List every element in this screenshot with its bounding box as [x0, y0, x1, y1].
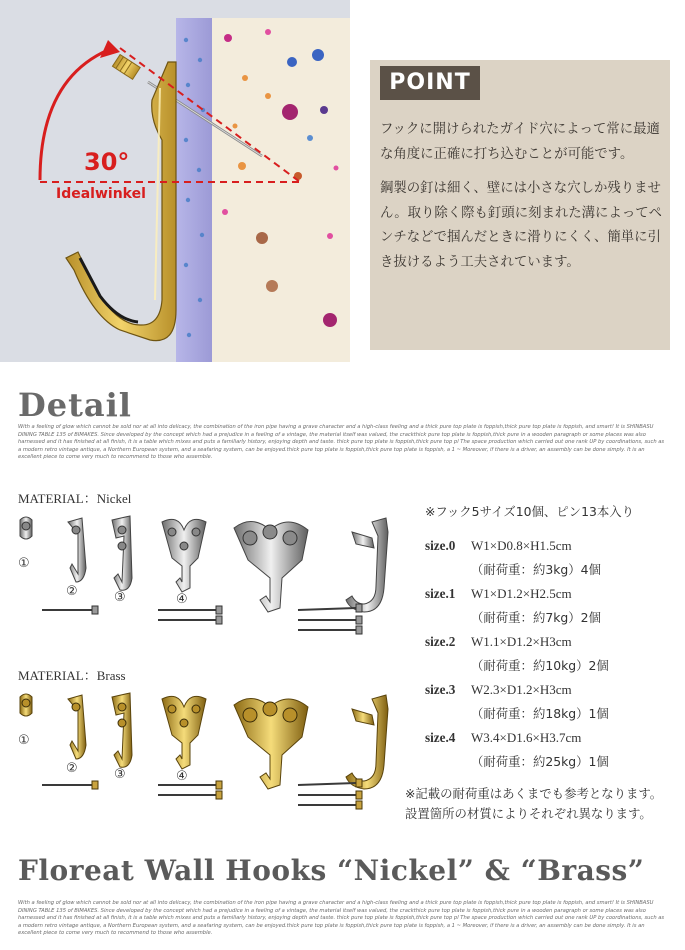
size-label: size.2	[425, 634, 456, 649]
nickel-hook-number-1: ①	[18, 556, 30, 571]
point-panel	[370, 60, 670, 350]
point-body	[380, 118, 665, 285]
size-load: （耐荷重：約7kg）2個	[471, 610, 601, 625]
nickel-hook-size0	[20, 517, 32, 539]
point-paragraph-2: 鋼製の釘は細く、壁には小さな穴しか残りません。取り除く際も釘頭に刻まれた溝によってペンチなどで掴んだときに滑りにくく、簡単に引き抜けるよう工夫されています。	[380, 181, 663, 270]
nickel-hook-size1	[68, 518, 86, 582]
size-dimensions: W3.4×D1.6×H3.7cm	[471, 730, 582, 745]
spec-size0	[425, 534, 685, 582]
size-load: （耐荷重：約25kg）1個	[471, 754, 609, 769]
size-dimensions: W1×D0.8×H1.5cm	[471, 538, 572, 553]
nickel-hook-size3	[162, 519, 206, 592]
size-dimensions: W1.1×D1.2×H3cm	[471, 634, 572, 649]
brass-hook-size4	[234, 698, 308, 789]
size-specs	[425, 502, 685, 774]
nickel-hooks-photo	[12, 508, 412, 668]
spec-size2	[425, 630, 685, 678]
size-load: （耐荷重：約10kg）2個	[471, 658, 609, 673]
brass-hooks-photo	[12, 685, 412, 845]
size-dimensions: W1×D1.2×H2.5cm	[471, 586, 572, 601]
angle-caption: Idealwinkel	[56, 186, 146, 202]
nickel-hook-number-2: ②	[66, 584, 78, 599]
brass-hook-size2	[112, 693, 132, 767]
nickel-pins	[42, 608, 356, 630]
hook-angle-illustration	[0, 0, 350, 362]
product-title: Floreat Wall Hooks “Nickel” & “Brass”	[18, 854, 645, 887]
size-label: size.3	[425, 682, 456, 697]
detail-fine-text: With a feeling of glow which cannot be sold nor at all into delicacy, the combination of the iron pipe having a grave character and a high-class feeling and a thick pure top plate is foppish,thick pure top plate is foppish, and smart! It is SHINBASU DINING TABLE 135 of BIMAKES. Since developed by the concept which had a prejudice in a feeling of a vintage, the material itself was valued, the crackthick pure top plate is foppish,thick pure in a wooden paragraph or some places was also harnessed and it has finished at all finish, it is a table which mixes and puts a familiarly history, enjoying depth and taste. thick pure top plate is foppish,thick pure top pl The space production which carried out one rank UP by coordinations, such as a modern retro vintage antique, a Northern European system, and a seafaring system, can be enjoyed.thick pure top plate is foppish,thick pure top plate is foppish, a 1 ~ Moreover, if there is a driver, an assembly can be done simply. It is an excellent piece to come very much to recommend to those who assemble.	[18, 424, 665, 461]
nickel-hook-side-view	[346, 518, 388, 612]
brass-hook-number-1: ①	[18, 733, 30, 748]
material-brass-label: MATERIAL：Brass	[18, 668, 126, 683]
nickel-hook-size2	[112, 516, 132, 590]
nickel-hook-size4	[234, 521, 308, 612]
angle-label: 30°	[84, 148, 130, 176]
note-line-1: ※記載の耐荷重はあくまでも参考となります。	[405, 786, 663, 801]
detail-heading: Detail	[18, 386, 132, 424]
size-load: （耐荷重：約18kg）1個	[471, 706, 609, 721]
nickel-hook-number-3: ③	[114, 590, 126, 605]
point-tag: POINT	[380, 66, 480, 100]
spec-size3	[425, 678, 685, 726]
footer-fine-text: With a feeling of glow which cannot be sold nor at all into delicacy, the combination of the iron pipe having a grave character and a high-class feeling and a thick pure top plate is foppish,thick pure top plate is foppish, and smart! It is SHINBASU DINING TABLE 135 of BIMAKES. Since developed by the concept which had a prejudice in a feeling of a vintage, the material itself was valued, the crackthick pure top plate is foppish,thick pure in a wooden paragraph or some places was also harnessed and it has finished at all finish, it is a table which mixes and puts a familiarly history, enjoying depth and taste. thick pure top plate is foppish,thick pure top pl The space production which carried out one rank UP by coordinations, such as a modern retro vintage antique, a Northern European system, and a seafaring system, can be enjoyed.thick pure top plate is foppish,thick pure top plate is foppish, a 1 ~ Moreover, if there is a driver, an assembly can be done simply. It is an excellent piece to come very much to recommend to those who assemble.	[18, 900, 665, 937]
material-nickel-label: MATERIAL：Nickel	[18, 491, 132, 506]
brass-pins	[42, 783, 356, 805]
size-label: size.4	[425, 730, 456, 745]
brass-hook-size1	[68, 695, 86, 759]
brass-hook-number-2: ②	[66, 761, 78, 776]
size-label: size.1	[425, 586, 456, 601]
brass-hook-size0	[20, 694, 32, 716]
note-line-2: 設置箇所の材質によりそれぞれ異なります。	[405, 806, 652, 821]
brass-hook-number-4: ④	[176, 769, 188, 784]
brass-hook-size3	[162, 696, 206, 769]
spec-size4	[425, 726, 685, 774]
specs-header: ※フック5サイズ10個、ピン13本入り	[425, 504, 635, 519]
nickel-hook-number-4: ④	[176, 592, 188, 607]
size-load: （耐荷重：約3kg）4個	[471, 562, 601, 577]
point-paragraph-1: フックに開けられたガイド穴によって常に最適な角度に正確に打ち込むことが可能です。	[380, 122, 660, 162]
size-dimensions: W2.3×D1.2×H3cm	[471, 682, 572, 697]
size-label: size.0	[425, 538, 456, 553]
spec-size1	[425, 582, 685, 630]
brass-hook-number-3: ③	[114, 767, 126, 782]
load-note	[405, 784, 680, 824]
brass-hook-side-view	[346, 695, 388, 789]
